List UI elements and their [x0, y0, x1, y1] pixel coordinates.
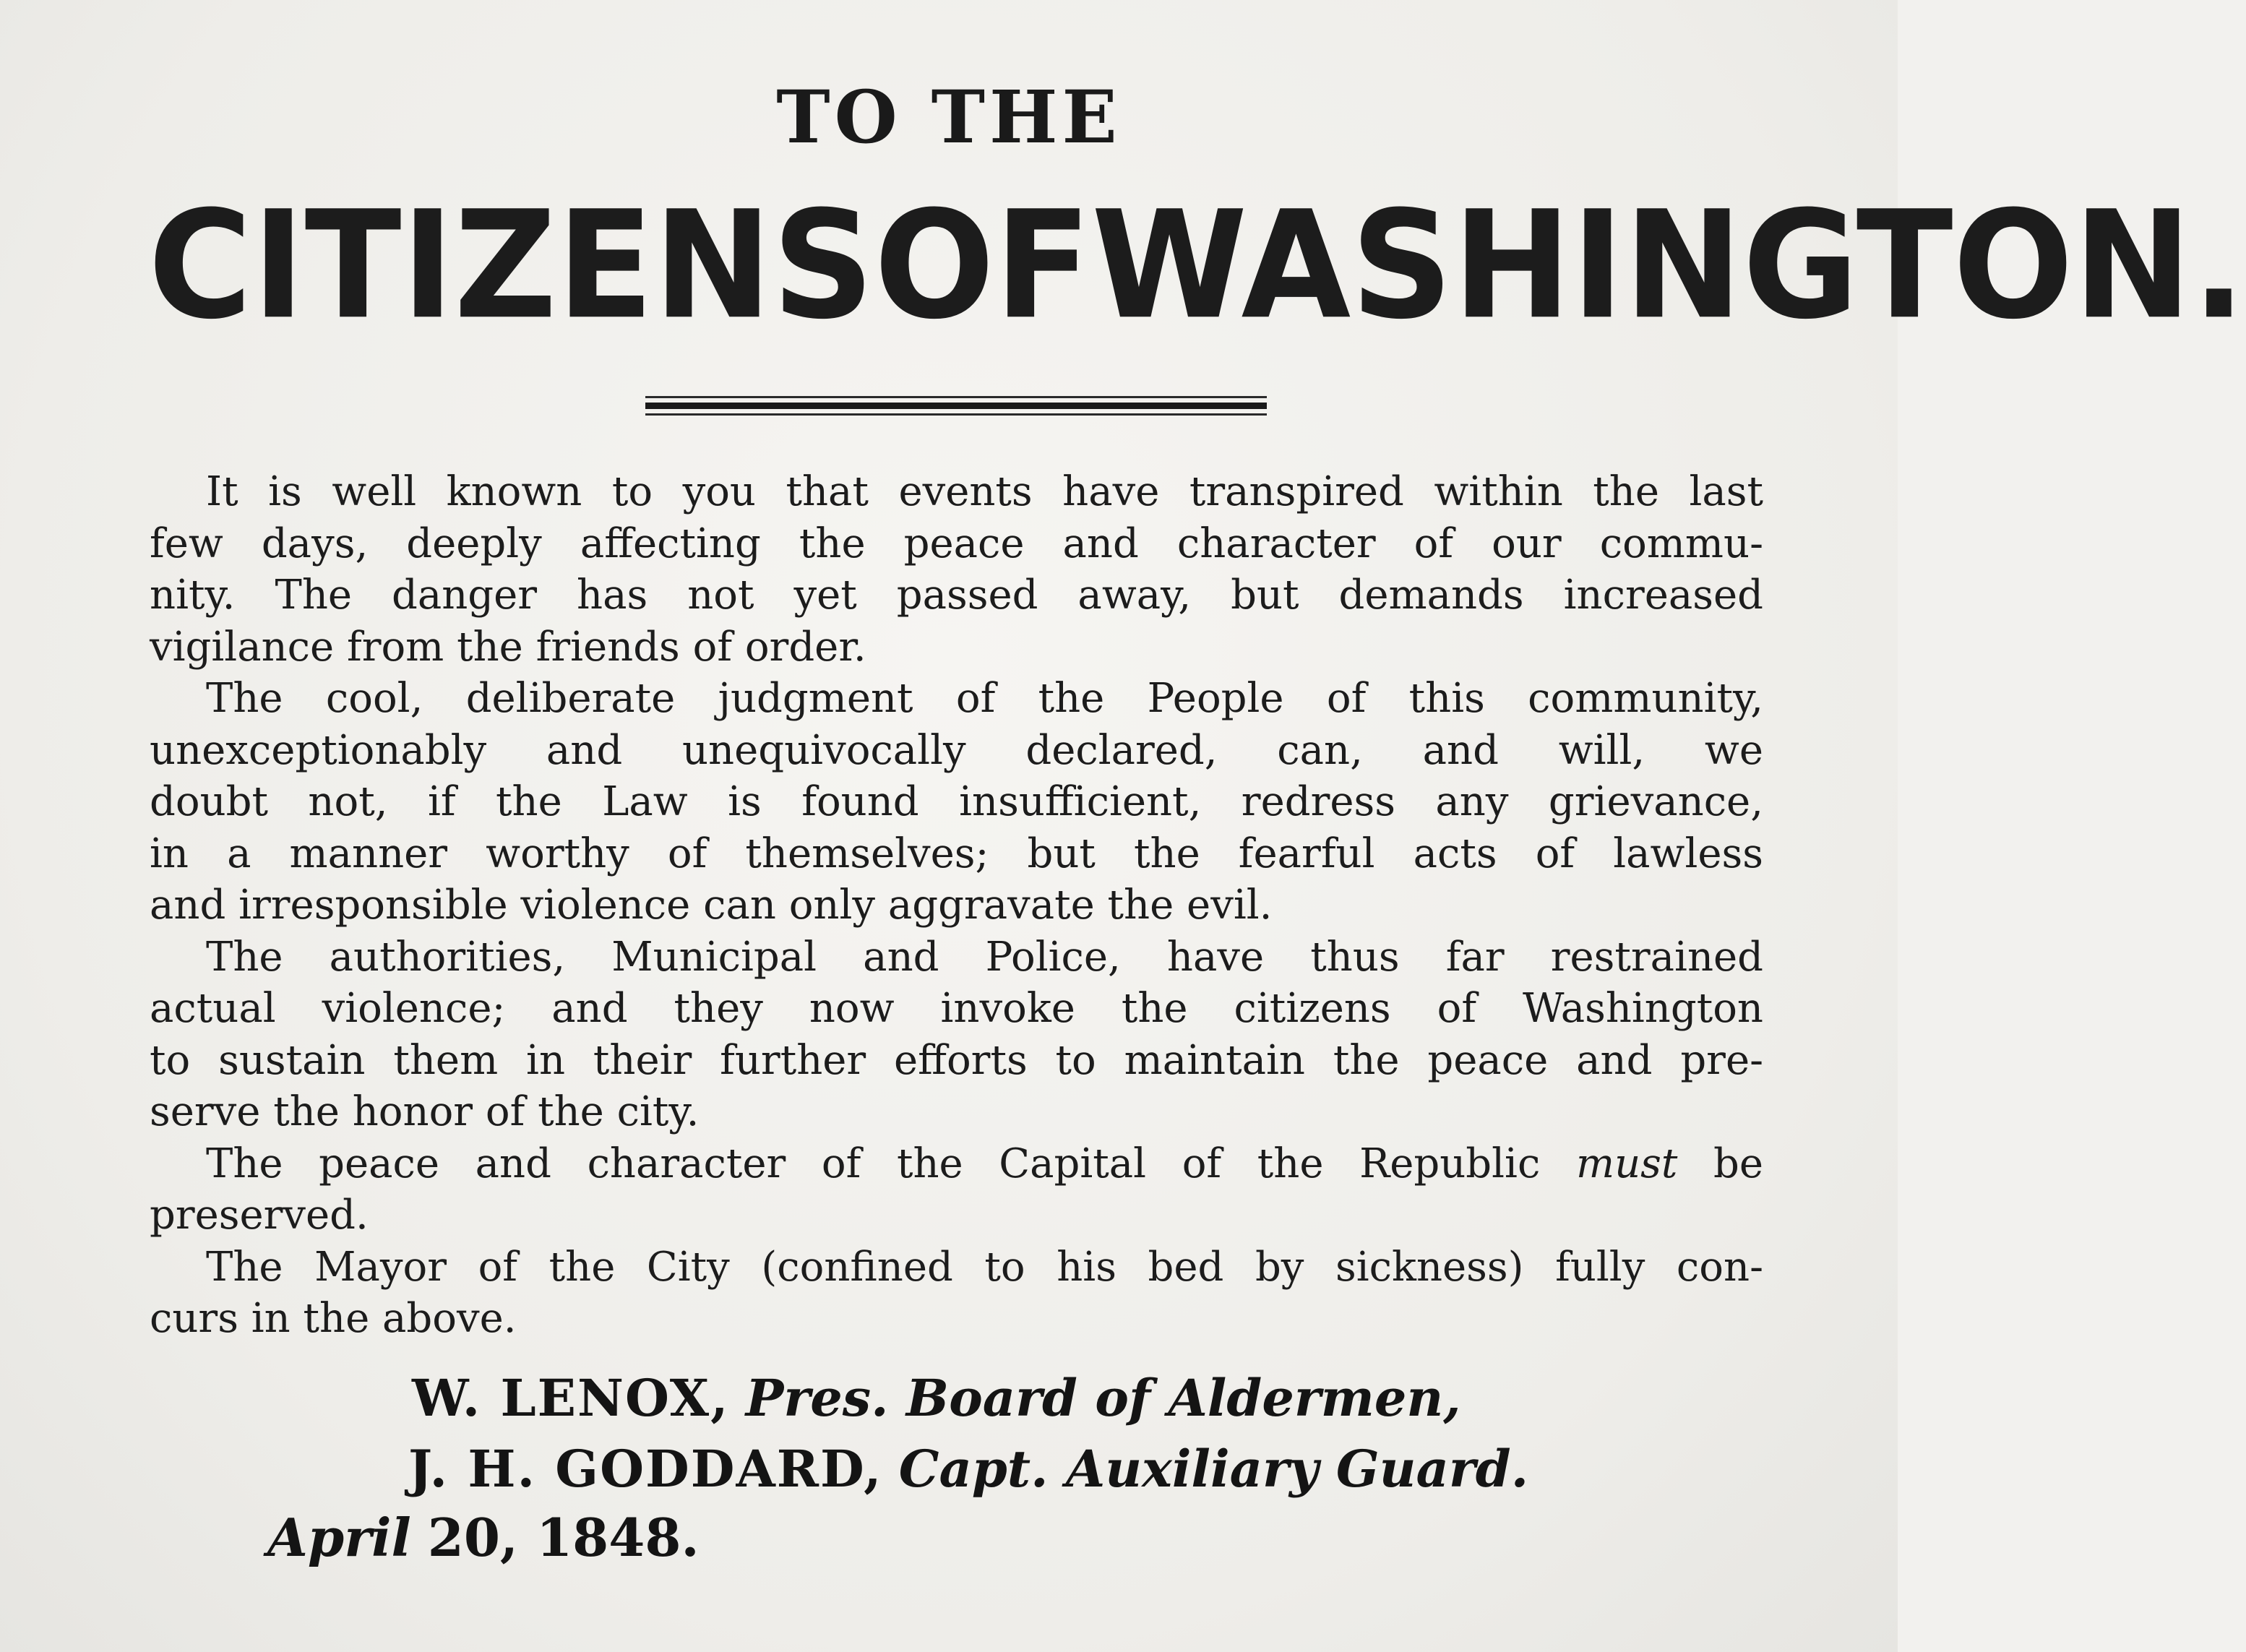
signature-name: W. LENOX,: [412, 1368, 730, 1428]
body-line: The peace and character of the Capital of the Republic must be: [206, 1140, 1764, 1187]
ornamental-rule: [645, 396, 1267, 418]
body-line: preserved.: [150, 1192, 369, 1239]
body-line: The authorities, Municipal and Police, have thus far restrained: [206, 933, 1763, 981]
body-line: serve the honor of the city.: [150, 1088, 700, 1135]
body-line: doubt not, if the Law is found insufficient, redress any grievance,: [150, 778, 1763, 825]
date-day-year: 20, 1848.: [427, 1507, 700, 1568]
body-line: to sustain them in their further efforts to maintain the peace and pre-: [150, 1036, 1763, 1084]
body-line: The cool, deliberate judgment of the People of this community,: [206, 675, 1763, 722]
heading-word-citizens: CITIZENS: [148, 179, 874, 353]
signature-name: J. H. GODDARD,: [408, 1439, 883, 1499]
body-line: The Mayor of the City (confined to his bed by sickness) fully con-: [206, 1243, 1763, 1291]
date-month: April: [267, 1507, 411, 1568]
signature-title: Pres. Board of Aldermen,: [745, 1368, 1461, 1428]
heading-word-of: OF: [874, 179, 1092, 353]
body-line: unexceptionably and unequivocally declared, can, and will, we: [150, 726, 1763, 774]
heading-to-the: TO THE: [776, 74, 1122, 160]
proclamation-date: [267, 1507, 700, 1568]
signature-goddard: [408, 1439, 1529, 1499]
body-line: and irresponsible violence can only aggravate the evil.: [150, 882, 1273, 929]
body-line: vigilance from the friends of order.: [150, 623, 866, 671]
proclamation-body: [150, 466, 1763, 1345]
body-line: in a manner worthy of themselves; but the fearful acts of lawless: [150, 830, 1763, 877]
body-line: actual violence; and they now invoke the citizens of Washington: [150, 985, 1763, 1032]
body-line: It is well known to you that events have transpired within the last: [206, 468, 1763, 515]
body-line: few days, deeply affecting the peace and character of our commu-: [150, 520, 1763, 567]
body-line: nity. The danger has not yet passed away, but demands increased: [150, 572, 1763, 619]
signature-title: Capt. Auxiliary Guard.: [898, 1439, 1529, 1499]
body-line: curs in the above.: [150, 1295, 517, 1342]
signature-lenox: [412, 1368, 1461, 1428]
emphasis-must: must: [1575, 1140, 1678, 1187]
heading-word-washington: WASHINGTON.: [1091, 179, 2246, 353]
heading-citizens-of-washington: [148, 179, 2246, 353]
